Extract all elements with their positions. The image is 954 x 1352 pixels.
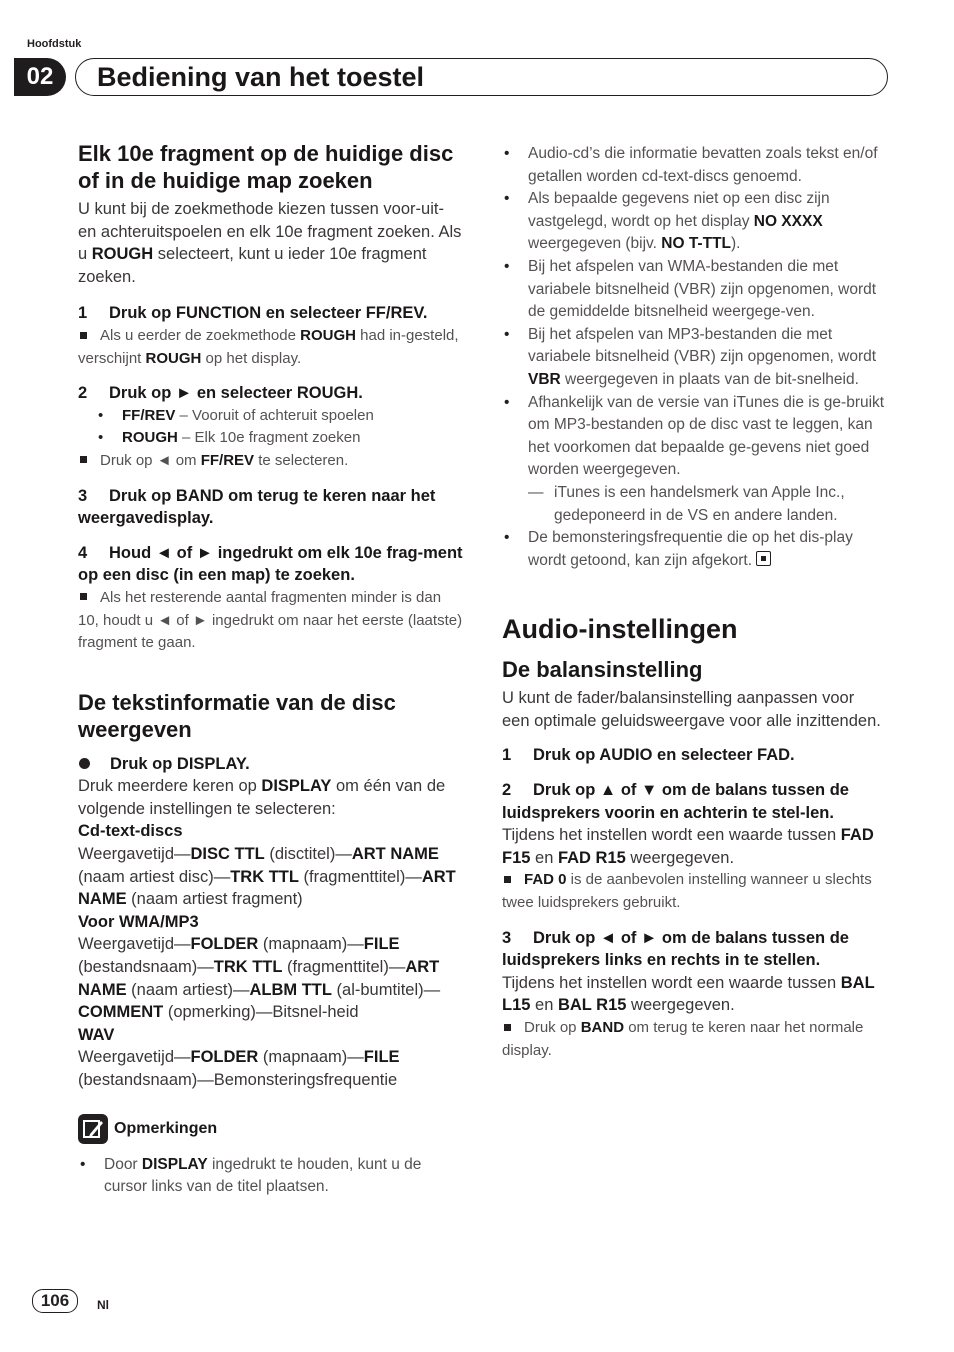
bold-term: BAL L15 xyxy=(502,973,875,1015)
section-title-search: Elk 10e fragment op de huidige disc of in de huidige map zoeken xyxy=(78,141,454,193)
bold-term: ROUGH xyxy=(122,429,178,447)
notes-item: • De bemonsteringsfrequentie die op het dis-play wordt getoond, kan zijn afgekort. xyxy=(502,527,886,572)
bold-term: ROUGH xyxy=(91,245,154,264)
bold-term: TRK TTL xyxy=(230,867,299,886)
step-4-note: Als het resterende aantal fragmenten minder is dan 10, houdt u ◄ of ► ingedrukt om naar het eerste (laatste) fragment te gaan. xyxy=(78,588,463,652)
bold-term: FOLDER xyxy=(190,1048,259,1067)
cd-text-heading: Cd-text-discs xyxy=(78,822,183,841)
bold-term: ALBM TTL xyxy=(249,980,332,999)
bold-term: FILE xyxy=(363,935,400,954)
wav-heading: WAV xyxy=(78,1025,115,1044)
left-column xyxy=(78,140,466,1199)
bold-term: ROUGH xyxy=(145,349,202,367)
bold-term: ART NAME xyxy=(78,867,456,909)
audio-step-1: 1 Druk op AUDIO en selecteer FAD. xyxy=(502,746,795,765)
audio-step-3-note: Druk op BAND om terug te keren naar het normale display. xyxy=(502,1019,864,1059)
notes-item: • Audio-cd’s die informatie bevatten zoals tekst en/of getallen worden cd-text-discs genoemd. xyxy=(502,143,886,188)
step-2: 2 Druk op ► en selecteer ROUGH. xyxy=(78,384,363,403)
note-square-icon xyxy=(80,456,87,463)
notes-item: • Door DISPLAY ingedrukt te houden, kunt u de cursor links van de titel plaatsen. xyxy=(78,1154,466,1199)
step-1: 1 Druk op FUNCTION en selecteer FF/REV. xyxy=(78,304,428,323)
step-2-options xyxy=(78,405,466,450)
display-step: Druk op DISPLAY. xyxy=(78,753,466,776)
bold-term: DISPLAY xyxy=(261,777,332,796)
bold-term: FF/REV xyxy=(200,451,255,469)
audio-step-2-note: FAD 0 is de aanbevolen instelling wanneer u slechts twee luidsprekers gebruikt. xyxy=(502,871,872,912)
audio-step-2-text: Tijdens het instellen wordt een waarde tussen FAD F15 en FAD R15 weergegeven. xyxy=(502,826,874,867)
notes-heading: Opmerkingen xyxy=(78,1114,466,1144)
bold-term: VBR xyxy=(528,370,561,388)
bold-term: ROUGH xyxy=(300,326,356,344)
step-1-note: Als u eerder de zoekmethode ROUGH had in-gesteld, verschijnt ROUGH op het display. xyxy=(78,326,459,367)
display-intro: Druk meerdere keren op DISPLAY om één van de volgende instellingen te selecteren: xyxy=(78,777,446,818)
audio-step-2: 2 Druk op ▲ of ▼ om de balans tussen de luidsprekers voorin en achterin te stel-len. xyxy=(502,781,849,822)
audio-step-3-text: Tijdens het instellen wordt een waarde tussen BAL L15 en BAL R15 weergegeven. xyxy=(502,973,875,1015)
step-3: 3 Druk op BAND om terug te keren naar het weergavedisplay. xyxy=(78,486,436,528)
language-code: Nl xyxy=(97,1298,109,1312)
cd-text-sequence: Weergavetijd—DISC TTL (disctitel)—ART NAME (naam artiest disc)—TRK TTL (fragmenttitel)—ART NAME (naam artiest fragment) xyxy=(78,845,456,909)
wma-mp3-sequence: Weergavetijd—FOLDER (mapnaam)—FILE (bestandsnaam)—TRK TTL (fragmenttitel)—ART NAME (naam artiest)—ALBM TTL (al-bumtitel)—COMMENT (opmerking)—Bitsnel-heid xyxy=(78,935,441,1022)
bold-term: FAD R15 xyxy=(557,848,626,867)
step-2-note: Druk op ◄ om FF/REV te selecteren. xyxy=(78,450,466,473)
option-item: • ROUGH – Elk 10e fragment zoeken xyxy=(78,427,466,450)
step-4: 4 Houd ◄ of ► ingedrukt om elk 10e frag-ment op een disc (in een map) te zoeken. xyxy=(78,543,463,585)
chapter-title: Bediening van het toestel xyxy=(97,62,425,92)
note-square-icon xyxy=(80,593,87,600)
notes-item: • Afhankelijk van de versie van iTunes die is ge-bruikt om MP3-bestanden op de disc vast te leggen, kan het voorkomen dat bepaalde ge-gevens niet goed worden weergegeven. xyxy=(502,392,886,482)
bold-term: FILE xyxy=(363,1048,400,1067)
section-title-text-info: De tekstinformatie van de disc weergeven xyxy=(78,689,396,742)
bold-term: DISC TTL xyxy=(190,845,265,864)
balance-intro: U kunt de fader/balansinstelling aanpassen voor een optimale geluidsweergave voor alle inzittenden. xyxy=(502,689,881,730)
bold-term: TRK TTL xyxy=(213,958,283,977)
notes-item: • Als bepaalde gegevens niet op een disc zijn vastgelegd, wordt op het display NO XXXX weergegeven (bijv. NO T-TTL). xyxy=(502,188,886,256)
wma-mp3-heading: Voor WMA/MP3 xyxy=(78,912,199,931)
note-square-icon xyxy=(504,876,511,883)
chapter-label: Hoofdstuk xyxy=(27,38,82,50)
option-item: • FF/REV – Vooruit of achteruit spoelen xyxy=(78,405,466,428)
bold-term: BAL R15 xyxy=(557,996,627,1015)
bold-term: ART NAME xyxy=(351,845,439,864)
bold-term: COMMENT xyxy=(78,1003,164,1022)
notes-item: • Bij het afspelen van MP3-bestanden die met variabele bitsnelheid (VBR) zijn opgenomen, wordt VBR weergegeven in plaats van de bit-snelheid. xyxy=(502,324,886,392)
notes-list xyxy=(502,143,886,482)
page-number: 106 xyxy=(32,1289,78,1313)
note-square-icon xyxy=(504,1024,511,1031)
bold-term: BAND xyxy=(580,1019,625,1036)
bold-term: NO T-TTL xyxy=(661,235,732,253)
audio-step-3: 3 Druk op ◄ of ► om de balans tussen de luidsprekers links en rechts in te stellen. xyxy=(502,928,849,970)
bold-term: DISPLAY xyxy=(141,1155,208,1173)
bold-term: FF/REV xyxy=(122,406,176,424)
bold-term: FOLDER xyxy=(190,935,259,954)
pencil-memo-icon xyxy=(78,1114,108,1144)
notes-item: • Bij het afspelen van WMA-bestanden die met variabele bitsnelheid (VBR) zijn opgenomen, wordt de gemiddelde bitsnelheid weergege-ven. xyxy=(502,256,886,324)
bullet-dot-icon xyxy=(79,758,90,769)
bold-term: ART NAME xyxy=(78,958,440,999)
note-square-icon xyxy=(80,332,87,339)
bold-term: NO XXXX xyxy=(753,212,823,230)
trademark-note: — iTunes is een handelsmerk van Apple Inc., gedeponeerd in de VS en andere landen. xyxy=(502,482,886,527)
wav-sequence: Weergavetijd—FOLDER (mapnaam)—FILE (bestandsnaam)—Bemonsteringsfrequentie xyxy=(78,1048,400,1089)
chapter-number-badge: 02 xyxy=(14,58,66,96)
end-of-section-icon xyxy=(756,551,771,566)
search-intro: U kunt bij de zoekmethode kiezen tussen voor-uit- en achteruitspoelen en elk 10e fragment zoeken. Als u ROUGH selecteert, kunt u ieder 10e fragment zoeken. xyxy=(78,200,462,286)
bold-term: FAD 0 xyxy=(524,871,567,889)
section-title-audio: Audio-instellingen xyxy=(502,614,738,645)
subsection-title-balance: De balansinstelling xyxy=(502,657,703,683)
right-column xyxy=(502,143,886,1062)
bold-term: FAD F15 xyxy=(502,826,874,867)
